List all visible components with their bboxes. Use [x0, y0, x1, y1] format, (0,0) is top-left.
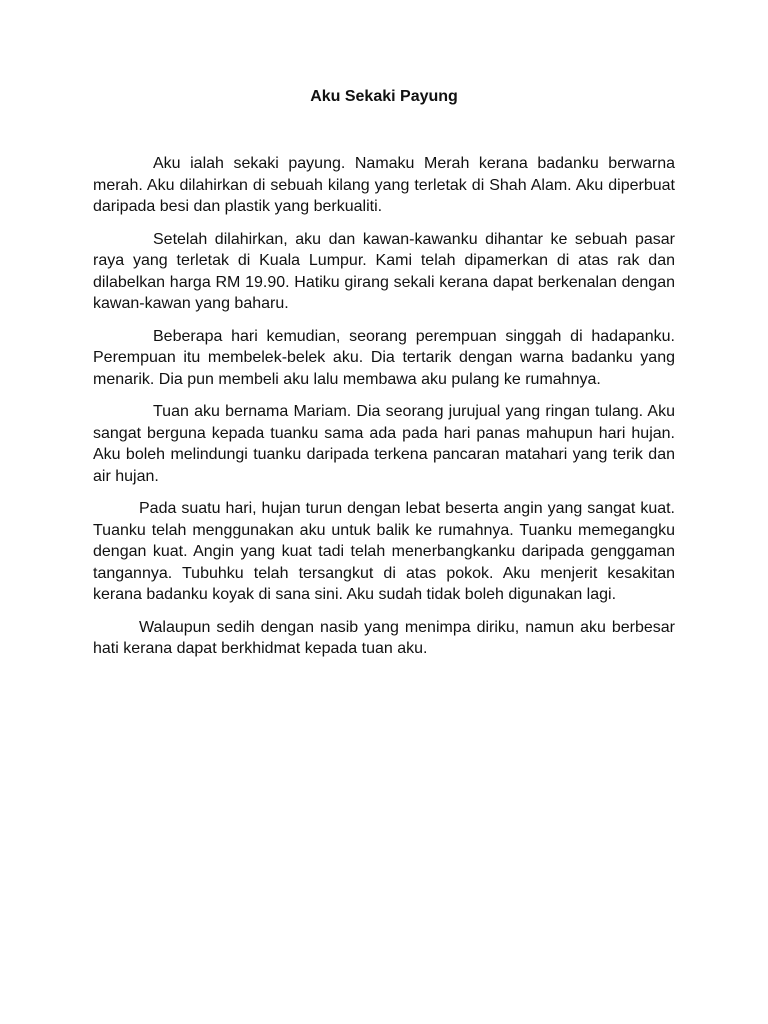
paragraph-6: Walaupun sedih dengan nasib yang menimpa diriku, namun aku berbesar hati kerana dapat berkhidmat kepada tuan aku. [93, 618, 675, 657]
paragraph-5: Pada suatu hari, hujan turun dengan lebat beserta angin yang sangat kuat. Tuanku telah menggunakan aku untuk balik ke rumahnya. Tuanku memegangku dengan kuat. Angin yang kuat tadi telah menerbangkanku daripada genggaman tangannya. Tubuhku telah tersangkut di atas pokok. Aku menjerit kesakitan kerana badanku koyak di sana sini. Aku sudah tidak boleh digunakan lagi. [93, 500, 675, 603]
paragraph-3: Beberapa hari kemudian, seorang perempuan singgah di hadapanku. Perempuan itu membelek-belek aku. Dia tertarik dengan warna badanku yang menarik. Dia pun membeli aku lalu membawa aku pulang ke rumahnya. [93, 327, 675, 388]
essay-body [93, 153, 675, 671]
paragraph-4: Tuan aku bernama Mariam. Dia seorang jurujual yang ringan tulang. Aku sangat berguna kepada tuanku sama ada pada hari panas mahupun hari hujan. Aku boleh melindungi tuanku daripada terkena pancaran matahari yang terik dan air hujan. [93, 403, 675, 485]
paragraph-1: Aku ialah sekaki payung. Namaku Merah kerana badanku berwarna merah. Aku dilahirkan di sebuah kilang yang terletak di Shah Alam. Aku diperbuat daripada besi dan plastik yang berkualiti. [93, 155, 675, 215]
paragraph-2: Setelah dilahirkan, aku dan kawan-kawanku dihantar ke sebuah pasar raya yang terletak di Kuala Lumpur. Kami telah dipamerkan di atas rak dan dilabelkan harga RM 19.90. Hatiku girang sekali kerana dapat berkenalan dengan kawan-kawan yang baharu. [93, 230, 675, 312]
page-title: Aku Sekaki Payung [310, 88, 458, 105]
